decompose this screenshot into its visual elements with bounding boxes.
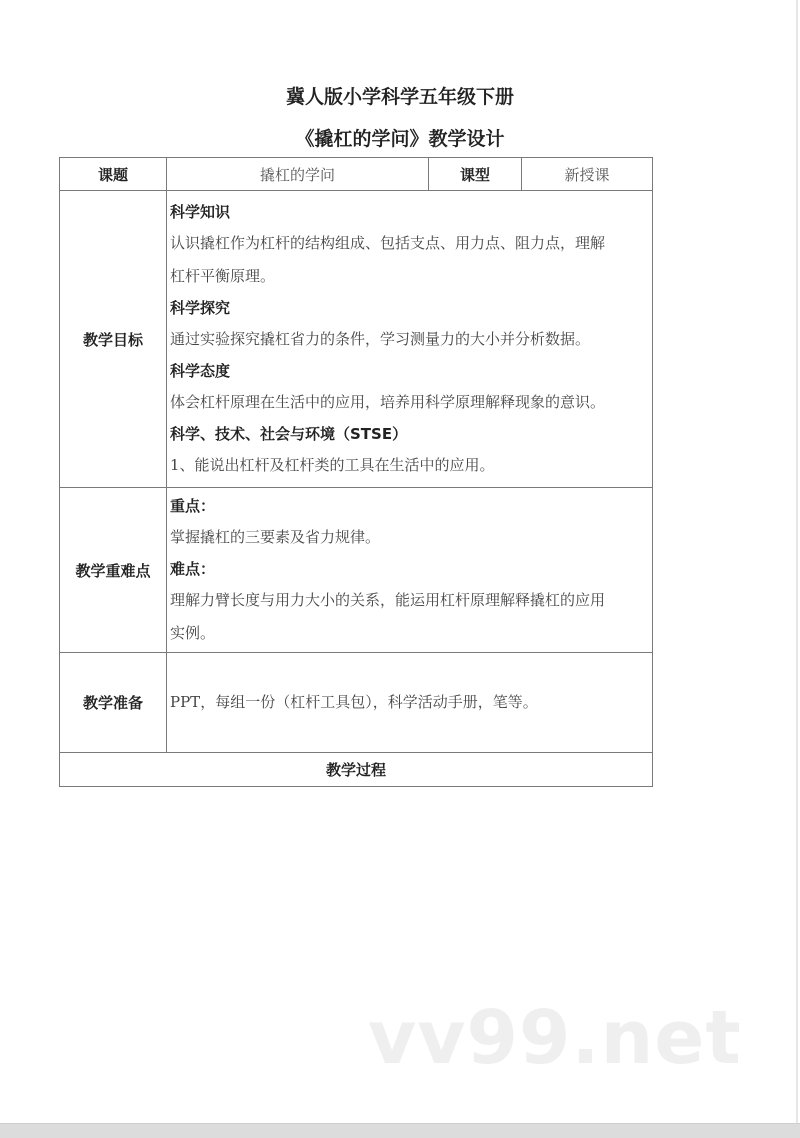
goal-text: 杠杆平衡原理。 [170, 266, 276, 285]
goals-content [167, 191, 653, 488]
preparation-label: 教学准备 [60, 653, 167, 753]
key-point-text: 掌握撬杠的三要素及省力规律。 [170, 527, 381, 546]
difficult-point-text: 实例。 [170, 623, 216, 642]
table-row-process [60, 753, 653, 787]
preparation-content [167, 653, 653, 753]
document-subtitle: 《撬杠的学问》教学设计 [295, 128, 505, 150]
topic-value: 撬杠的学问 [167, 158, 429, 191]
lesson-plan-table [59, 157, 653, 787]
goal-text: 1、能说出杠杆及杠杆类的工具在生活中的应用。 [170, 455, 495, 474]
lesson-type-label: 课型 [429, 158, 522, 191]
difficult-point-text: 理解力臂长度与用力大小的关系，能运用杠杆原理解释撬杠的应用 [170, 590, 606, 609]
goal-heading-knowledge: 科学知识 [170, 202, 231, 221]
table-row-preparation [60, 653, 653, 753]
key-points-content [167, 488, 653, 653]
topic-label: 课题 [60, 158, 167, 191]
key-points-label: 教学重难点 [60, 488, 167, 653]
goal-heading-stse: 科学、技术、社会与环境（STSE） [170, 424, 408, 443]
bottom-edge-band [0, 1123, 800, 1138]
goal-text: 认识撬杠作为杠杆的结构组成、包括支点、用力点、阻力点，理解 [170, 233, 606, 252]
goal-heading-inquiry: 科学探究 [170, 298, 231, 317]
goal-text: 体会杠杆原理在生活中的应用，培养用科学原理解释现象的意识。 [170, 392, 606, 411]
preparation-text: PPT，每组一份（杠杆工具包），科学活动手册，笔等。 [170, 693, 538, 711]
key-point-heading: 重点： [170, 496, 216, 515]
watermark: vv99.net [368, 995, 742, 1081]
goal-heading-attitude: 科学态度 [170, 361, 231, 380]
table-row-goals [60, 191, 653, 488]
page-edge [796, 0, 798, 1124]
goals-label: 教学目标 [60, 191, 167, 488]
document-title: 冀人版小学科学五年级下册 [285, 86, 514, 108]
table-row-key-points [60, 488, 653, 653]
table-row-topic [60, 158, 653, 191]
goal-text: 通过实验探究撬杠省力的条件，学习测量力的大小并分析数据。 [170, 329, 591, 348]
lesson-type-value: 新授课 [522, 158, 653, 191]
process-heading: 教学过程 [60, 753, 653, 787]
difficult-point-heading: 难点： [170, 559, 216, 578]
